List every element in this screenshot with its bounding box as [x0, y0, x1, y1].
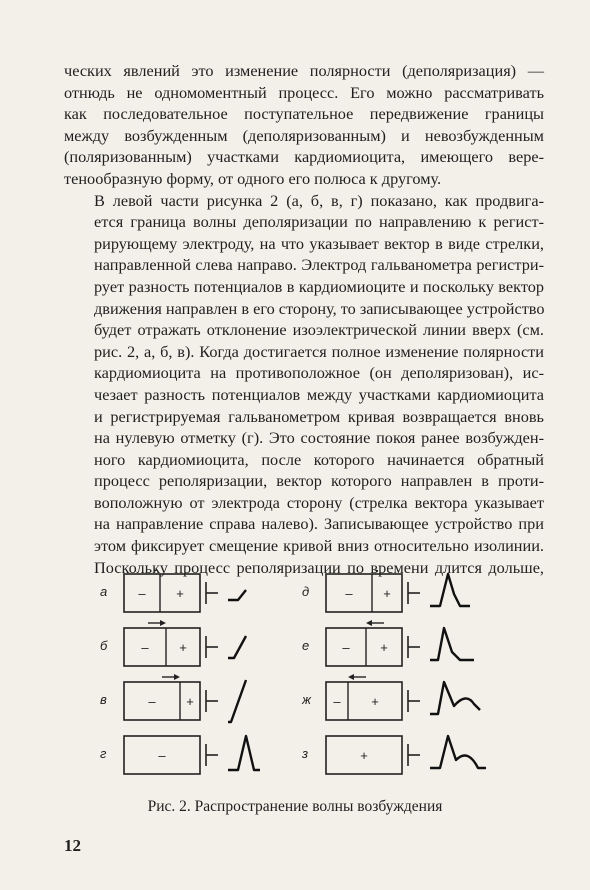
plus-sign: + — [380, 640, 388, 655]
galvanometer-curve — [228, 636, 246, 658]
panel-label: е — [302, 638, 310, 653]
sign: + — [360, 748, 368, 763]
galvanometer-curve — [228, 590, 246, 600]
galvanometer-curve — [228, 680, 246, 722]
panel-label: а — [100, 584, 108, 599]
plus-sign: + — [371, 694, 379, 709]
minus-sign: – — [342, 640, 350, 655]
text-line: этом фиксирует смещение кривой вниз относительно изолинии. — [94, 536, 544, 556]
text-line: рирующему электроду, на что указывает вектор в виде стрелки, — [94, 233, 544, 253]
figure-panel-д — [302, 570, 470, 612]
text-line: процесс реполяризации, вектор которого направлен в проти- — [94, 471, 544, 491]
minus-sign: – — [345, 586, 353, 601]
panel-label: б — [100, 638, 108, 653]
paragraph-2 — [64, 190, 544, 579]
paragraph-1 — [64, 60, 544, 190]
panel-label: ж — [302, 692, 311, 707]
panel-label: д — [302, 584, 310, 599]
minus-sign: – — [141, 640, 149, 655]
text-line: как последовательное поступательное передвижение границы — [64, 104, 544, 124]
galvanometer-curve — [430, 736, 486, 768]
figure-panel-г — [100, 736, 260, 774]
minus-sign: – — [148, 694, 156, 709]
vector-arrow-head — [366, 620, 372, 626]
galvanometer-curve — [228, 736, 260, 770]
galvanometer-curve — [430, 628, 474, 660]
text-line: В левой части рисунка 2 (а, б, в, г) показано, как продвига- — [94, 190, 544, 210]
cardiomyocyte-box — [124, 628, 200, 666]
cardiomyocyte-box — [326, 628, 402, 666]
plus-sign: + — [179, 640, 187, 655]
panel-label: з — [302, 746, 309, 761]
text-line: ется граница волны деполяризации по направлению к регист- — [94, 212, 544, 232]
figure-panel-е — [302, 620, 474, 666]
text-line: чезает разность потенциалов между участками кардиомиоцита — [94, 384, 544, 404]
minus-sign: – — [138, 586, 146, 601]
text-line: на направление справа налево). Записывающее устройство при — [94, 514, 544, 534]
text-line: между возбужденным (деполяризованным) и невозбужденным — [64, 125, 544, 145]
text-line: движения направлен в его сторону, то записывающее устройство — [94, 298, 545, 318]
plus-sign: + — [176, 586, 184, 601]
text-line: тенообразную форму, от одного его полюса к другому. — [64, 168, 442, 188]
panel-label: г — [100, 746, 107, 761]
galvanometer-curve — [430, 682, 480, 714]
text-line: направленной слева направо. Электрод гальванометра регистри- — [94, 255, 544, 275]
sign: – — [158, 748, 166, 763]
vector-arrow-head — [174, 674, 180, 680]
figure-excitation-wave — [100, 570, 540, 800]
figure-panel-а — [100, 570, 246, 612]
vector-arrow-head — [160, 620, 166, 626]
text-line: будет отражать отклонение изоэлектрической линии вверх (см. — [94, 320, 544, 340]
figure-caption: Рис. 2. Распространение волны возбуждения — [147, 798, 443, 815]
vector-arrow-head — [348, 674, 354, 680]
galvanometer-curve — [430, 574, 470, 606]
figure-panel-в — [100, 674, 246, 722]
vector-arrow-head — [154, 570, 160, 572]
plus-sign: + — [186, 694, 194, 709]
figure-panel-з — [301, 736, 486, 774]
text-line: (поляризованным) участками кардиомиоцита, имеющего вере- — [64, 147, 544, 167]
text-line: воположную от электрода сторону (стрелка вектора указывает — [94, 492, 544, 512]
text-line: кардиомиоцита на противоположное (он деполяризован), ис- — [94, 363, 544, 383]
text-line: Поскольку процесс реполяризации по времени длится дольше, — [94, 557, 544, 577]
cardiomyocyte-box — [124, 574, 200, 612]
text-line: ческих явлений это изменение полярности (деполяризация) — — [64, 61, 544, 80]
text-line: рует разность потенциалов в кардиомиоците и поскольку вектор — [94, 276, 544, 296]
text-line: на нулевую отметку (г). Это состояние покоя ранее возбужден- — [94, 428, 544, 448]
text-line: ного кардиомиоцита, после которого начинается обратный — [94, 449, 544, 469]
text-line: отнюдь не одномоментный процесс. Его можно рассматривать — [64, 82, 544, 102]
body-text — [64, 60, 544, 578]
figure-panel-б — [100, 620, 246, 666]
text-line: рис. 2, а, б, в). Когда достигается полное изменение полярности — [94, 341, 544, 361]
figure-panel-ж — [301, 674, 480, 720]
plus-sign: + — [383, 586, 391, 601]
text-line: и регистрируемая гальванометром кривая возвращается вновь — [94, 406, 544, 426]
vector-arrow-head — [372, 570, 378, 572]
page-number: 12 — [64, 836, 81, 855]
minus-sign: – — [333, 694, 341, 709]
panel-label: в — [100, 692, 107, 707]
